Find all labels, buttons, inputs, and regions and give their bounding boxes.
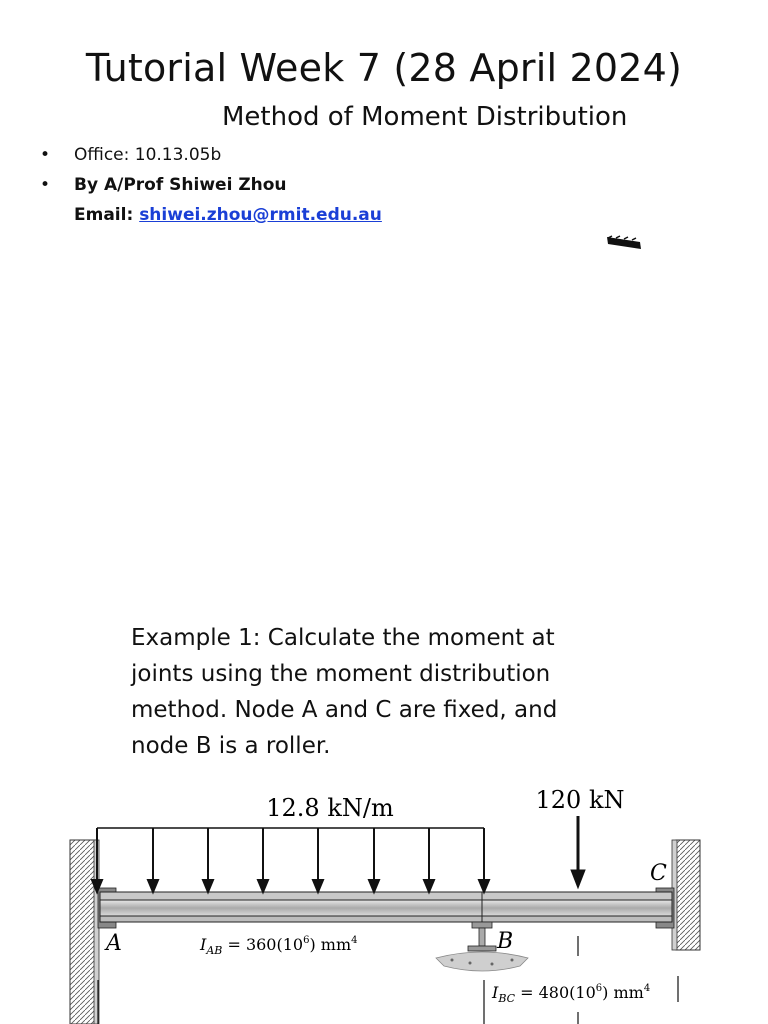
node-a-label: A [106,931,122,956]
node-b-label: B [497,929,514,954]
roller-support-b [436,922,528,971]
point-load-arrow [571,816,585,888]
info-list [40,140,382,230]
bullet-icon: • [40,145,51,165]
email-link[interactable]: shiwei.zhou@rmit.edu.au [139,205,382,225]
email-row [40,200,382,230]
point-load-label: 120 kN [535,786,625,814]
page-subtitle: Method of Moment Distribution [222,102,628,132]
scribble-mark [604,232,644,252]
node-c-label: C [650,861,667,886]
list-item-office [40,140,382,170]
distributed-load [92,828,489,892]
beam-figure [0,780,768,1024]
bullet-icon: • [40,175,51,195]
beam [100,892,672,922]
page-title: Tutorial Week 7 (28 April 2024) [85,46,683,90]
office-text: Office: 10.13.05b [74,145,222,165]
udl-label: 12.8 kN/m [266,794,394,822]
inertia-bc-label: $I_{BC} = 480(10^6)$ $mm^4$ [492,983,651,1005]
author-text: By A/Prof Shiwei Zhou [74,175,287,195]
example-text: Example 1: Calculate the moment at joints using the moment distribution method. Node A and C are fixed, and node B is a roller. [131,625,558,759]
inertia-ab-label: $I_{AB} = 360(10^6)$ $mm^4$ [200,935,358,957]
dimension-lines [98,936,678,1024]
email-label: Email: [74,205,134,225]
list-item-author [40,170,382,200]
